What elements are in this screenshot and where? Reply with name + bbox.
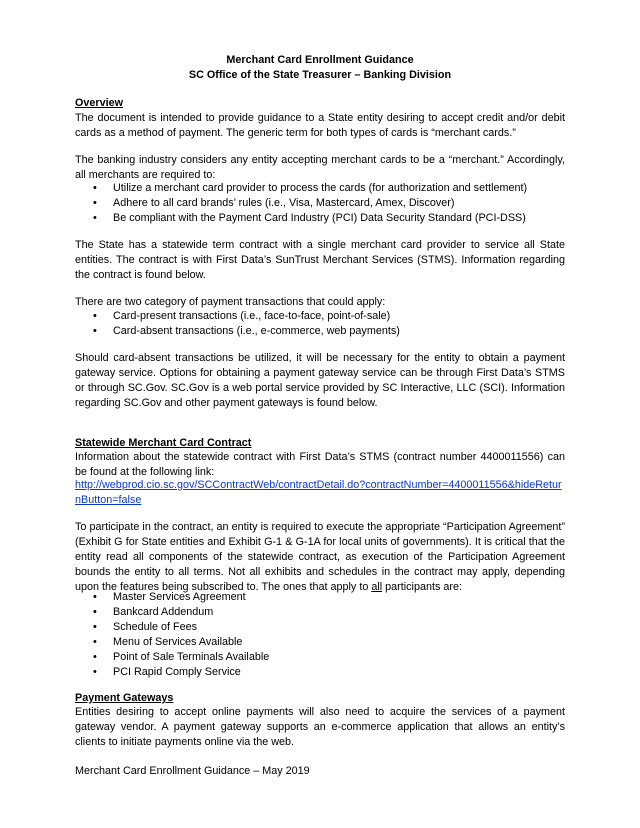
contract-link-wrap — [75, 478, 565, 508]
contract-paragraph-2 — [75, 520, 565, 595]
contract-link[interactable]: http://webprod.cio.sc.gov/SCContractWeb/contractDetail.do?contractNumber=4400011556&hideReturnButton=false — [75, 479, 562, 506]
contract-paragraph-2-text: To participate in the contract, an entity is required to execute the appropriate “Participation Agreement” (Exhibit G for State entities and Exhibit G-1 & G-1A for local units of governments). It is critical that the entity read all components of the statewide contract, as execution of the Participation Agreement bounds the entity to all terms. Not all exhibits and schedules in the contract may apply, depending upon the features being subscribed to. The ones that apply to — [75, 521, 565, 593]
gateways-heading: Payment Gateways — [75, 692, 174, 704]
list-item: • Adhere to all card brands’ rules (i.e., Visa, Mastercard, Amex, Discover) — [75, 196, 565, 211]
requirements-list — [75, 181, 565, 226]
emphasis-all: all — [371, 581, 383, 593]
overview-heading: Overview — [75, 97, 124, 109]
page-footer: Merchant Card Enrollment Guidance – May 2019 — [75, 765, 310, 777]
contract-paragraph-1: Information about the statewide contract with First Data’s STMS (contract number 4400011556) can be found at the following link: — [75, 451, 565, 478]
document-subtitle: SC Office of the State Treasurer – Banking Division — [188, 69, 452, 81]
contract-items-list — [75, 590, 565, 680]
overview-paragraph-3: The State has a statewide term contract with a single merchant card provider to service all State entities. The contract is with First Data’s SunTrust Merchant Services (STMS). Information regarding the contract is found below. — [75, 239, 565, 281]
contract-paragraph-2-end: participants are: — [382, 581, 462, 593]
list-item: • Menu of Services Available — [75, 635, 565, 650]
overview-paragraph-5: Should card-absent transactions be utilized, it will be necessary for the entity to obtain a payment gateway service. Options for obtaining a payment gateway service can be through First Data’s STMS or through SC.Gov. SC.Gov is a web portal service provided by SC Interactive, LLC (SCI). Information regarding SC.Gov and other payment gateways is found below. — [75, 352, 565, 409]
list-item: • Be compliant with the Payment Card Industry (PCI) Data Security Standard (PCI-DSS) — [75, 211, 565, 226]
list-item: • Card-absent transactions (i.e., e-commerce, web payments) — [75, 324, 565, 339]
overview-paragraph-1: The document is intended to provide guidance to a State entity desiring to accept credit and/or debit cards as a method of payment. The generic term for both types of cards is “merchant cards.” — [75, 112, 565, 139]
transaction-types-list — [75, 309, 565, 339]
overview-paragraph-4: There are two category of payment transactions that could apply: — [75, 296, 386, 308]
document-title: Merchant Card Enrollment Guidance — [226, 54, 414, 66]
list-item: • Master Services Agreement — [75, 590, 565, 605]
list-item: • Point of Sale Terminals Available — [75, 650, 565, 665]
list-item: • PCI Rapid Comply Service — [75, 665, 565, 680]
list-item: • Schedule of Fees — [75, 620, 565, 635]
list-item: • Bankcard Addendum — [75, 605, 565, 620]
overview-paragraph-2: The banking industry considers any entity accepting merchant cards to be a “merchant.” Accordingly, all merchants are required to: — [75, 154, 565, 181]
gateways-paragraph-1: Entities desiring to accept online payments will also need to acquire the services of a payment gateway vendor. A payment gateway supports an e-commerce application that allows an entity’s clients to initiate payments online via the web. — [75, 706, 565, 748]
contract-heading: Statewide Merchant Card Contract — [75, 437, 252, 449]
list-item: • Utilize a merchant card provider to process the cards (for authorization and settlement) — [75, 181, 565, 196]
list-item: • Card-present transactions (i.e., face-to-face, point-of-sale) — [75, 309, 565, 324]
